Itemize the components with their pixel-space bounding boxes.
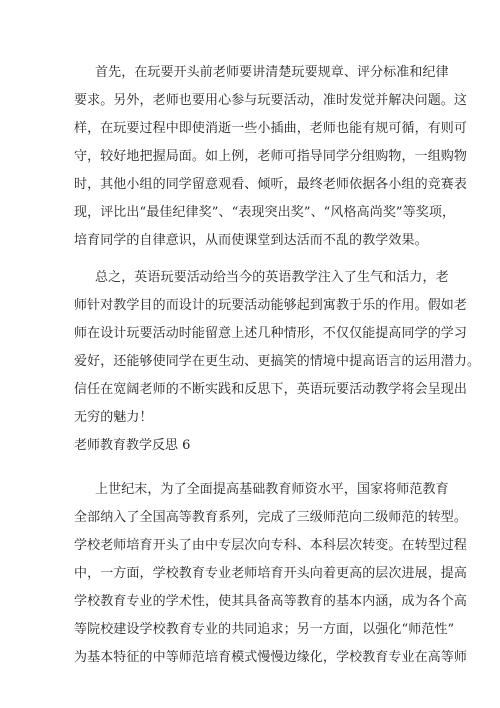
paragraph-3-line-3: 学校老师培育开头了由中专层次向专科、本科层次转变。在转型过程 [74, 538, 468, 553]
paragraph-3-line-1: 上世纪末，为了全面提高基础教育师资水平，国家将师范教育 [95, 482, 449, 497]
paragraph-3-line-2: 全部纳入了全国高等教育系列，完成了三级师范向二级师范的转型。 [74, 510, 468, 525]
paragraph-1-line-3: 样，在玩要过程中即使消逝一些小插曲，老师也能有规可循，有则可 [74, 121, 468, 136]
paragraph-1-line-4: 守，较好地把握局面。如上例，老师可指导同学分组购物，一组购物 [74, 149, 468, 164]
paragraph-2-line-5: 信任在宽阔老师的不断实践和反思下，英语玩要活动教学将会呈现出 [74, 382, 468, 397]
paragraph-3-line-5: 学校教育专业的学术性，使其具备高等教育的基本内涵，成为各个高 [74, 594, 468, 609]
paragraph-3-line-4: 中，一方面，学校教育专业老师培育开头向着更高的层次进展，提高 [74, 566, 468, 581]
paragraph-3-line-6: 等院校建设学校教育专业的共同追求；另一方面，以强化“师范性” [74, 622, 455, 637]
paragraph-3-line-7: 为基本特征的中等师范培育模式慢慢边缘化，学校教育专业在高等师 [74, 650, 468, 665]
paragraph-1-line-1: 首先，在玩要开头前老师要讲清楚玩要规章、评分标准和纪律 [95, 65, 449, 80]
paragraph-2-line-1: 总之，英语玩要活动给当今的英语教学注入了生气和活力，老 [95, 270, 449, 285]
paragraph-2-line-6: 无穷的魅力！ [74, 410, 153, 425]
paragraph-2-line-3: 师在设计玩要活动时能留意上述几种情形，不仅仅能提高同学的学习 [74, 326, 468, 341]
paragraph-2-line-4: 爱好，还能够使同学在更生动、更搞笑的情境中提高语言的运用潜力。 [74, 354, 481, 369]
paragraph-2-line-2: 师针对教学目的而设计的玩要活动能够起到寓教于乐的作用。假如老 [74, 298, 468, 313]
paragraph-1-line-7: 培育同学的自律意识，从而使课堂到达活而不乱的教学效果。 [74, 233, 428, 248]
paragraph-1-line-2: 要求。另外，老师也要用心参与玩要活动，准时发觉并解决问题。这 [74, 93, 468, 108]
section-title: 老师教育教学反思 6 [74, 438, 191, 453]
paragraph-1-line-6: 现，评比出“最佳纪律奖”、“表现突出奖”、“风格高尚奖”等奖项， [74, 205, 456, 220]
paragraph-1-line-5: 时，其他小组的同学留意观看、倾听，最终老师依据各小组的竞赛表 [74, 177, 468, 192]
